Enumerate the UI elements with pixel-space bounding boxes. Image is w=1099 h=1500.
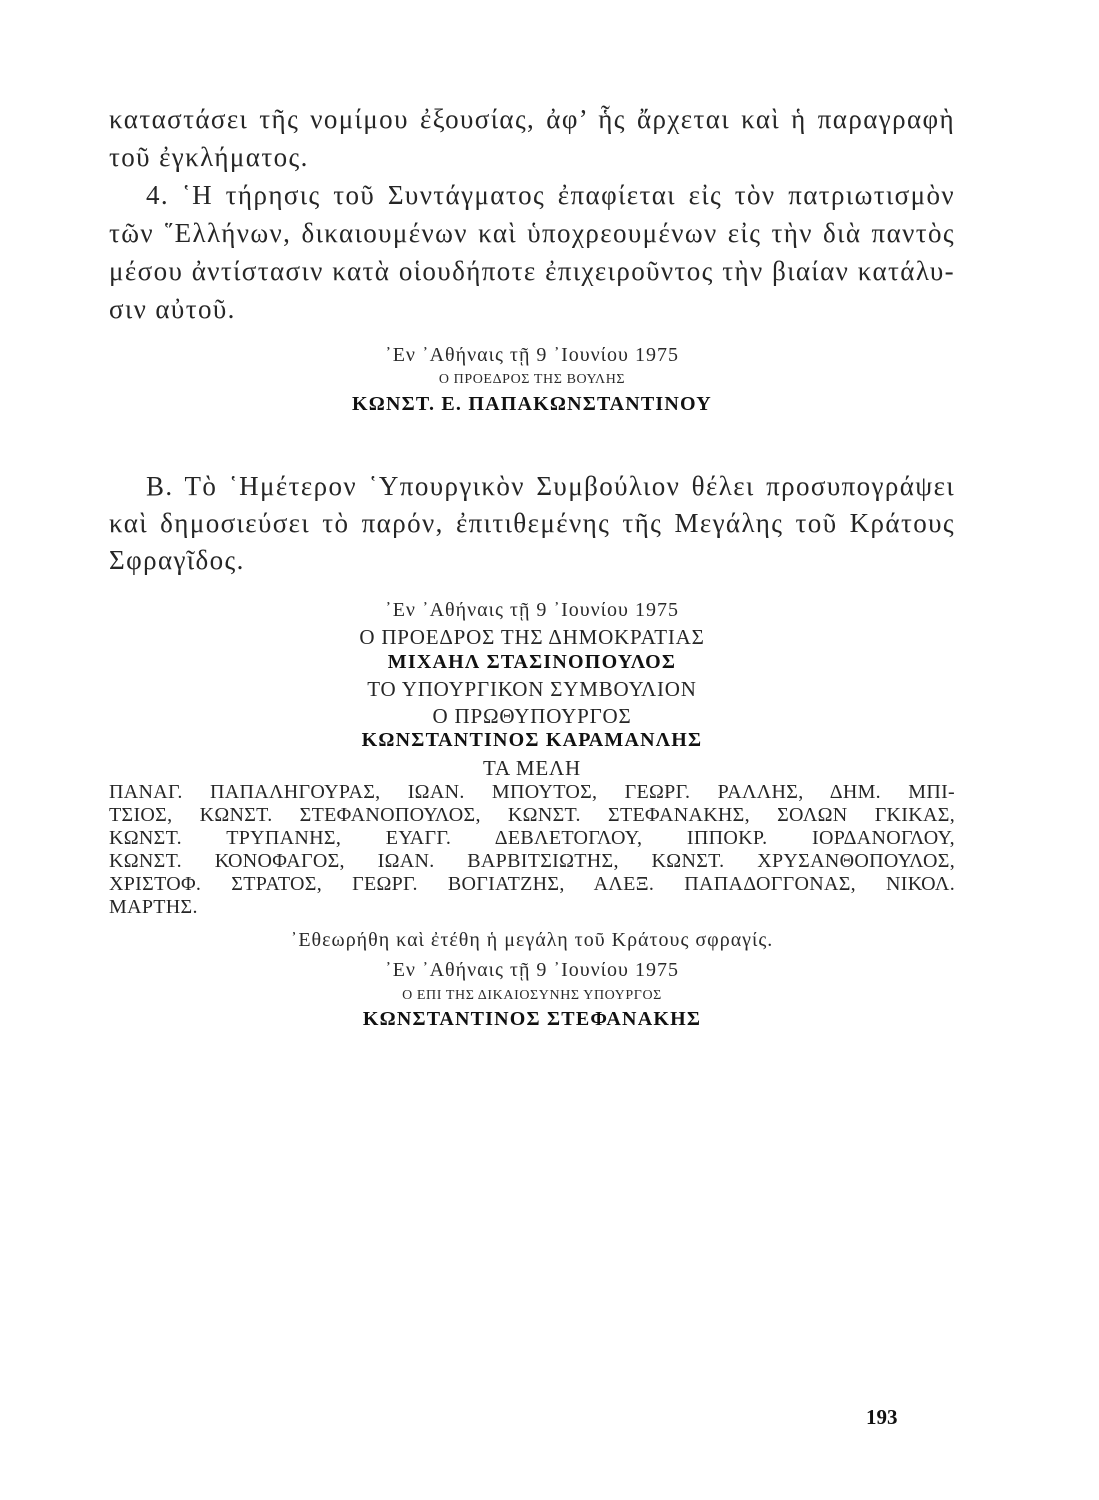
signatory-name: ΜΙΧΑΗΛ ΣΤΑΣΙΝΟΠΟΥΛΟΣ [387, 651, 677, 673]
members-line: ΠΑΝΑΓ. ΠΑΠΑΛΗΓΟΥΡΑΣ, ΙΩΑΝ. ΜΠΟΥΤΟΣ, ΓΕΩΡΓ. ΡΑΛΛΗΣ, ΔΗΜ. ΜΠΙ- [109, 781, 955, 803]
members-line: ΤΣΙΟΣ, ΚΩΝΣΤ. ΣΤΕΦΑΝΟΠΟΥΛΟΣ, ΚΩΝΣΤ. ΣΤΕΦΑΝΑΚΗΣ, ΣΟΛΩΝ ΓΚΙΚΑΣ, [109, 804, 955, 826]
council-heading: ΤΟ ΥΠΟΥΡΓΙΚΟΝ ΣΥΜΒΟΥΛΙΟΝ [367, 677, 697, 701]
article-continuation [109, 100, 955, 328]
pm-name: ΚΩΝΣΤΑΝΤΙΝΟΣ ΚΑΡΑΜΑΝΛΗΣ [361, 729, 703, 751]
members-line: ΚΩΝΣΤ. ΤΡΥΠΑΝΗΣ, ΕΥΑΓΓ. ΔΕΒΛΕΤΟΓΛΟΥ, ΙΠΠΟΚΡ. ΙΟΡΔΑΝΟΓΛΟΥ, [109, 827, 955, 849]
text-line: καὶ δημοσιεύσει τὸ παρόν, ἐπιτιθεμένης τῆς Μεγάλης τοῦ Κράτους [109, 508, 955, 538]
text-line: Β. Τὸ ῾Ημέτερον ῾Υπουργικὸν Συμβούλιον θέλει προσυπογράψει [146, 471, 955, 501]
signatory-title: Ο ΠΡΟΕΔΡΟΣ ΤΗΣ ΔΗΜΟΚΡΑΤΙΑΣ [359, 625, 705, 649]
signatory-title: Ο ΠΡΟΕΔΡΟΣ ΤΗΣ ΒΟΥΛΗΣ [438, 372, 626, 387]
section-b [109, 468, 955, 579]
text-line: σιν αὐτοῦ. [109, 294, 236, 324]
text-line: τοῦ ἐγκλήματος. [109, 142, 309, 172]
text-line: μέσου ἀντίστασιν κατὰ οἱουδήποτε ἐπιχειροῦντος τὴν βιαίαν κατάλυ- [109, 256, 955, 286]
pm-title: Ο ΠΡΩΘΥΠΟΥΡΓΟΣ [432, 704, 632, 728]
place-date: ᾿Εν ᾿Αθήναις τῇ 9 ᾿Ιουνίου 1975 [385, 344, 679, 366]
members-list [109, 781, 955, 919]
page-number: 193 [866, 1405, 898, 1429]
signatory-name: ΚΩΝΣΤ. Ε. ΠΑΠΑΚΩΝΣΤΑΝΤΙΝΟΥ [352, 393, 712, 415]
members-heading: ΤΑ ΜΕΛΗ [483, 756, 581, 780]
text-line: τῶν ῞Ελλήνων, δικαιουμένων καὶ ὑποχρεουμένων εἰς τὴν διὰ παντὸς [109, 218, 955, 248]
members-line: ΜΑΡΤΗΣ. [109, 896, 198, 918]
members-line: ΚΩΝΣΤ. ΚΟΝΟΦΑΓΟΣ, ΙΩΑΝ. ΒΑΡΒΙΤΣΙΩΤΗΣ, ΚΩΝΣΤ. ΧΡΥΣΑΝΘΟΠΟΥΛΟΣ, [109, 850, 955, 872]
signatory-title: Ο ΕΠΙ ΤΗΣ ΔΙΚΑΙΟΣΥΝΗΣ ΥΠΟΥΡΓΟΣ [402, 988, 662, 1003]
members-line: ΧΡΙΣΤΟΦ. ΣΤΡΑΤΟΣ, ΓΕΩΡΓ. ΒΟΓΙΑΤΖΗΣ, ΑΛΕΞ. ΠΑΠΑΔΟΓΓΟΝΑΣ, ΝΙΚΟΛ. [109, 873, 955, 895]
place-date: ᾿Εν ᾿Αθήναις τῇ 9 ᾿Ιουνίου 1975 [385, 599, 679, 621]
text-line: 4. ῾Η τήρησις τοῦ Συντάγματος ἐπαφίεται εἰς τὸν πατριωτισμὸν [146, 180, 955, 210]
text-line: καταστάσει τῆς νομίμου ἐξουσίας, ἀφ’ ἧς ἄρχεται καὶ ἡ παραγραφὴ [109, 104, 955, 134]
signatory-name: ΚΩΝΣΤΑΝΤΙΝΟΣ ΣΤΕΦΑΝΑΚΗΣ [362, 1008, 702, 1030]
place-date: ᾿Εν ᾿Αθήναις τῇ 9 ᾿Ιουνίου 1975 [385, 959, 679, 981]
text-line: Σφραγῖδος. [109, 545, 245, 575]
seal-statement: ᾿Εθεωρήθη καὶ ἐτέθη ἡ μεγάλη τοῦ Κράτους σφραγίς. [290, 929, 774, 951]
